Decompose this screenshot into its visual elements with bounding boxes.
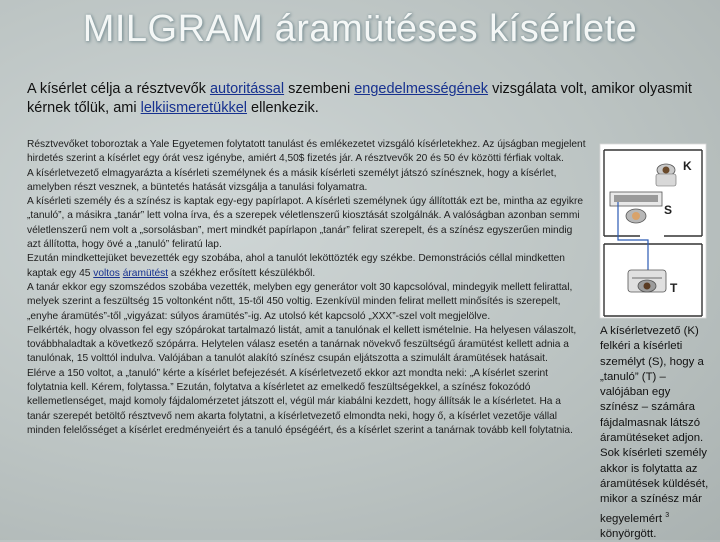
page-title: MILGRAM áramütéses kísérlete — [82, 8, 638, 50]
volt-link[interactable]: voltos — [93, 267, 120, 279]
intro-text-2: szembeni — [284, 81, 355, 97]
keyword-authority-link[interactable]: autoritással — [209, 81, 285, 97]
intro-text-1: A kísérlet célja a résztvevők — [27, 81, 210, 97]
experiment-setup-diagram — [598, 140, 708, 320]
paragraph-roles: A kísérleti személy és a színész is kaptak egy-egy papírlapot. A kísérleti személynek úgy állították ezt be, mintha az egyikre „tanuló”, a másikra „tanár” lett volna írva, és a szerepek véletlenszerű kiosztását szolgálnák. A valóságban azonban semmi véletlenszerű nem volt a „sorsolásban”, mert mindkét papírlapon „tanár” felirat szerepelt, és a színész egyszerűen mindig azt állította, hogy övé a „tanuló” feliratú lap. — [27, 196, 584, 251]
paragraph-escalation: Elérve a 150 voltot, a „tanuló” kérte a kísérlet befejezését. A kísérletvezető ekkor azt mondta neki: „A kísérlet szerint folytatnia kell. Kérem, folytassa.” Ezután, folytatva a kísérletet az emelkedő feszültségekkel, a színész fokozódó kellemetlenséget, majd komoly fájdalomérzetet játszott el, végül már kiabálni kezdett, hogy állítsák le a kísérletet. Ha a tanár szerepét betöltő résztvevő nem akarta folytatni, a kísérletvezető elmondta neki, hogy ő, a kísérlet vezetője vállal minden felelősséget a kísérlet eredményeiért és a tanuló épségéért, és a kísérlet szerint a tanárnak tovább kell folytatnia. — [27, 367, 573, 436]
label-s: S — [664, 203, 673, 217]
demo-text-2: a székhez erősített készülékből. — [168, 267, 316, 279]
caption-end: könyörgött. — [600, 527, 657, 540]
intro-paragraph — [27, 80, 697, 118]
intro-text-4: ellenkezik. — [247, 100, 319, 116]
paragraph-procedure: Felkérték, hogy olvasson fel egy szópárokat tartalmazó listát, amit a tanulónak el kellett ismételnie. Ha helyesen válaszolt, továbbhaladtak a következő szópárra. Helytelen válasz esetén a tanárnak növekvő feszültségű áramütést kellett adnia a tanulónak, 15 volttól indulva. Valójában a tanulót alakító színész csupán eljátszotta a szimulált áramütések hatásait. — [27, 324, 577, 365]
experiment-description — [27, 138, 587, 438]
caption-text: A kísérletvezető (K) felkéri a kísérleti személyt (S), hogy a „tanuló” (T) – valójában egy színész – számára fájdalmasnak látszó áramütéseket adjon. Sok kísérleti személy akkor is folytatta az áramütések küldését, mikor a színész már kegyelemért — [600, 325, 709, 525]
paragraph-generator: A tanár ekkor egy szomszédos szobába vezették, melyben egy generátor volt 30 kapcsolóval, mindegyik mellett felirattal, melyek szerint a feszültség 15 voltonként nőtt, 15-től 450 voltig. Ezenkívül minden felirat mellett minősítés is szerepelt, „enyhe áramütés”-től „vigyázat: súlyos áramütés”-ig. Az utolsó két kapcsoló „XXX”-szel volt megjelölve. — [27, 281, 573, 322]
paragraph-explanation: A kísérletvezető elmagyarázta a kísérleti személynek és a másik kísérleti személyt játszó színésznek, hogy a kísérlet, amelyben részt vesznek, a büntetés hatását vizsgálja a tanulási folyamatra. — [27, 167, 557, 193]
figure-caption — [600, 324, 712, 542]
label-t: T — [670, 281, 678, 295]
learner-figure — [628, 270, 666, 292]
experimenter-figure — [656, 164, 676, 186]
demo-text-1: Ezután mindkettejüket bevezették egy szobába, ahol a tanulót leköttözték egy székbe. Demonstrációs céllal mindketten kaptak egy 45 — [27, 253, 565, 279]
paragraph-demonstration — [27, 252, 587, 281]
paragraph-recruitment: Résztvevőket toboroztak a Yale Egyetemen folytatott tanulást és emlékezetet vizsgáló kísérletekhez. Az újságban megjelent hirdetés szerint a kísérlet egy órát vesz igénybe, amiért 4,50$ fizetés jár. A résztvevők 20 és 50 év közötti férfiak voltak. — [27, 139, 586, 165]
keyword-conscience-link[interactable]: lelkiismeretükkel — [140, 100, 248, 116]
footnote-marker: 3 — [665, 511, 670, 519]
keyword-obedience-link[interactable]: engedelmességének — [354, 81, 489, 97]
intro-text-3: vizsgálata volt, amikor olyasmit kérnek tőlük, ami — [27, 81, 692, 116]
shock-link[interactable]: áramütést — [122, 267, 169, 279]
label-k: K — [683, 159, 692, 173]
